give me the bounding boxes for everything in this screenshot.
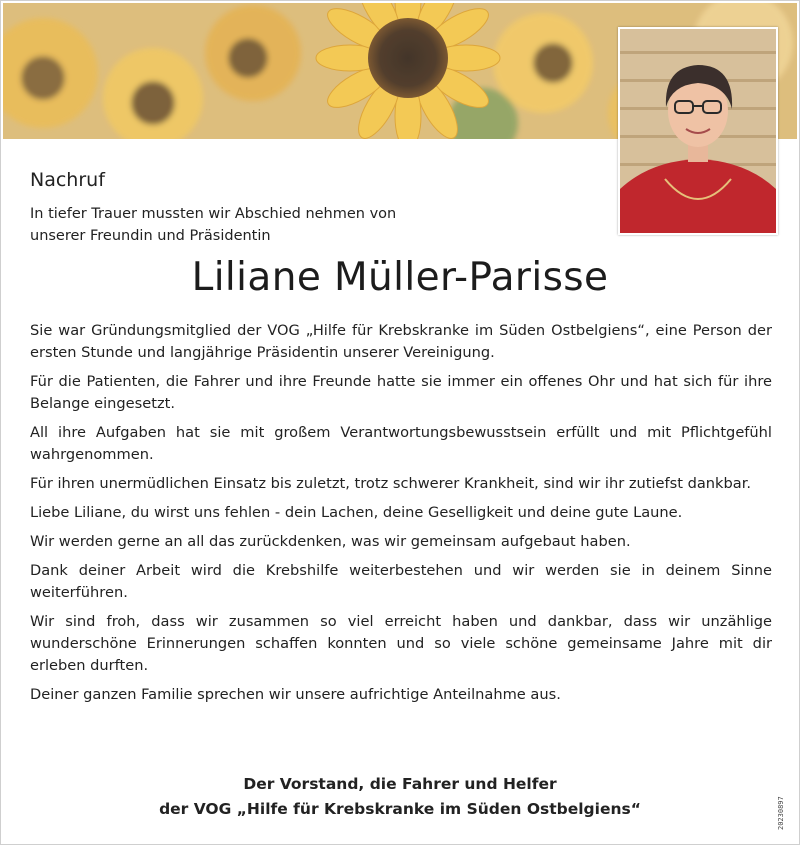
signature-line: der VOG „Hilfe für Krebskranke im Süden Ostbelgiens“ bbox=[159, 800, 641, 818]
intro-text bbox=[30, 203, 590, 247]
body-paragraph: Wir sind froh, dass wir zusammen so viel erreicht haben und dankbar, dass wir unzählige wunderschöne Erinnerungen schaffen konnten und so viele schöne gemeinsame Jahre mit dir erleben durften. bbox=[30, 613, 772, 674]
body-paragraph: Deiner ganzen Familie sprechen wir unsere aufrichtige Anteilnahme aus. bbox=[30, 686, 561, 703]
body-paragraph: Wir werden gerne an all das zurückdenken, was wir gemeinsam aufgebaut haben. bbox=[30, 533, 631, 550]
signature bbox=[0, 772, 800, 822]
body-paragraph: Liebe Liliane, du wirst uns fehlen - dein Lachen, deine Geselligkeit und deine gute Laune. bbox=[30, 504, 683, 521]
signature-line: Der Vorstand, die Fahrer und Helfer bbox=[243, 775, 557, 793]
portrait-image bbox=[620, 29, 776, 233]
body-paragraph: Dank deiner Arbeit wird die Krebshilfe weiterbestehen und wir werden sie in deinem Sinne weiterführen. bbox=[30, 562, 772, 601]
body-paragraph: All ihre Aufgaben hat sie mit großem Verantwortungsbewusstsein erfüllt und mit Pflichtgefühl wahrgenommen. bbox=[30, 424, 772, 463]
portrait-photo bbox=[618, 27, 778, 235]
obituary-body bbox=[30, 320, 772, 713]
side-code: 20230897 bbox=[777, 796, 785, 830]
body-paragraph: Für die Patienten, die Fahrer und ihre Freunde hatte sie immer ein offenes Ohr und hat sich für ihre Belange eingesetzt. bbox=[30, 373, 772, 412]
intro-line: unserer Freundin und Präsidentin bbox=[30, 228, 271, 244]
deceased-name: Liliane Müller-Parisse bbox=[191, 255, 609, 300]
intro-line: In tiefer Trauer mussten wir Abschied nehmen von bbox=[30, 206, 397, 222]
notice-heading: Nachruf bbox=[30, 169, 105, 191]
body-paragraph: Für ihren unermüdlichen Einsatz bis zuletzt, trotz schwerer Krankheit, sind wir ihr zutiefst dankbar. bbox=[30, 475, 752, 492]
body-paragraph: Sie war Gründungsmitglied der VOG „Hilfe für Krebskranke im Süden Ostbelgiens“, eine Person der ersten Stunde und langjährige Präsidentin unserer Vereinigung. bbox=[30, 322, 772, 361]
